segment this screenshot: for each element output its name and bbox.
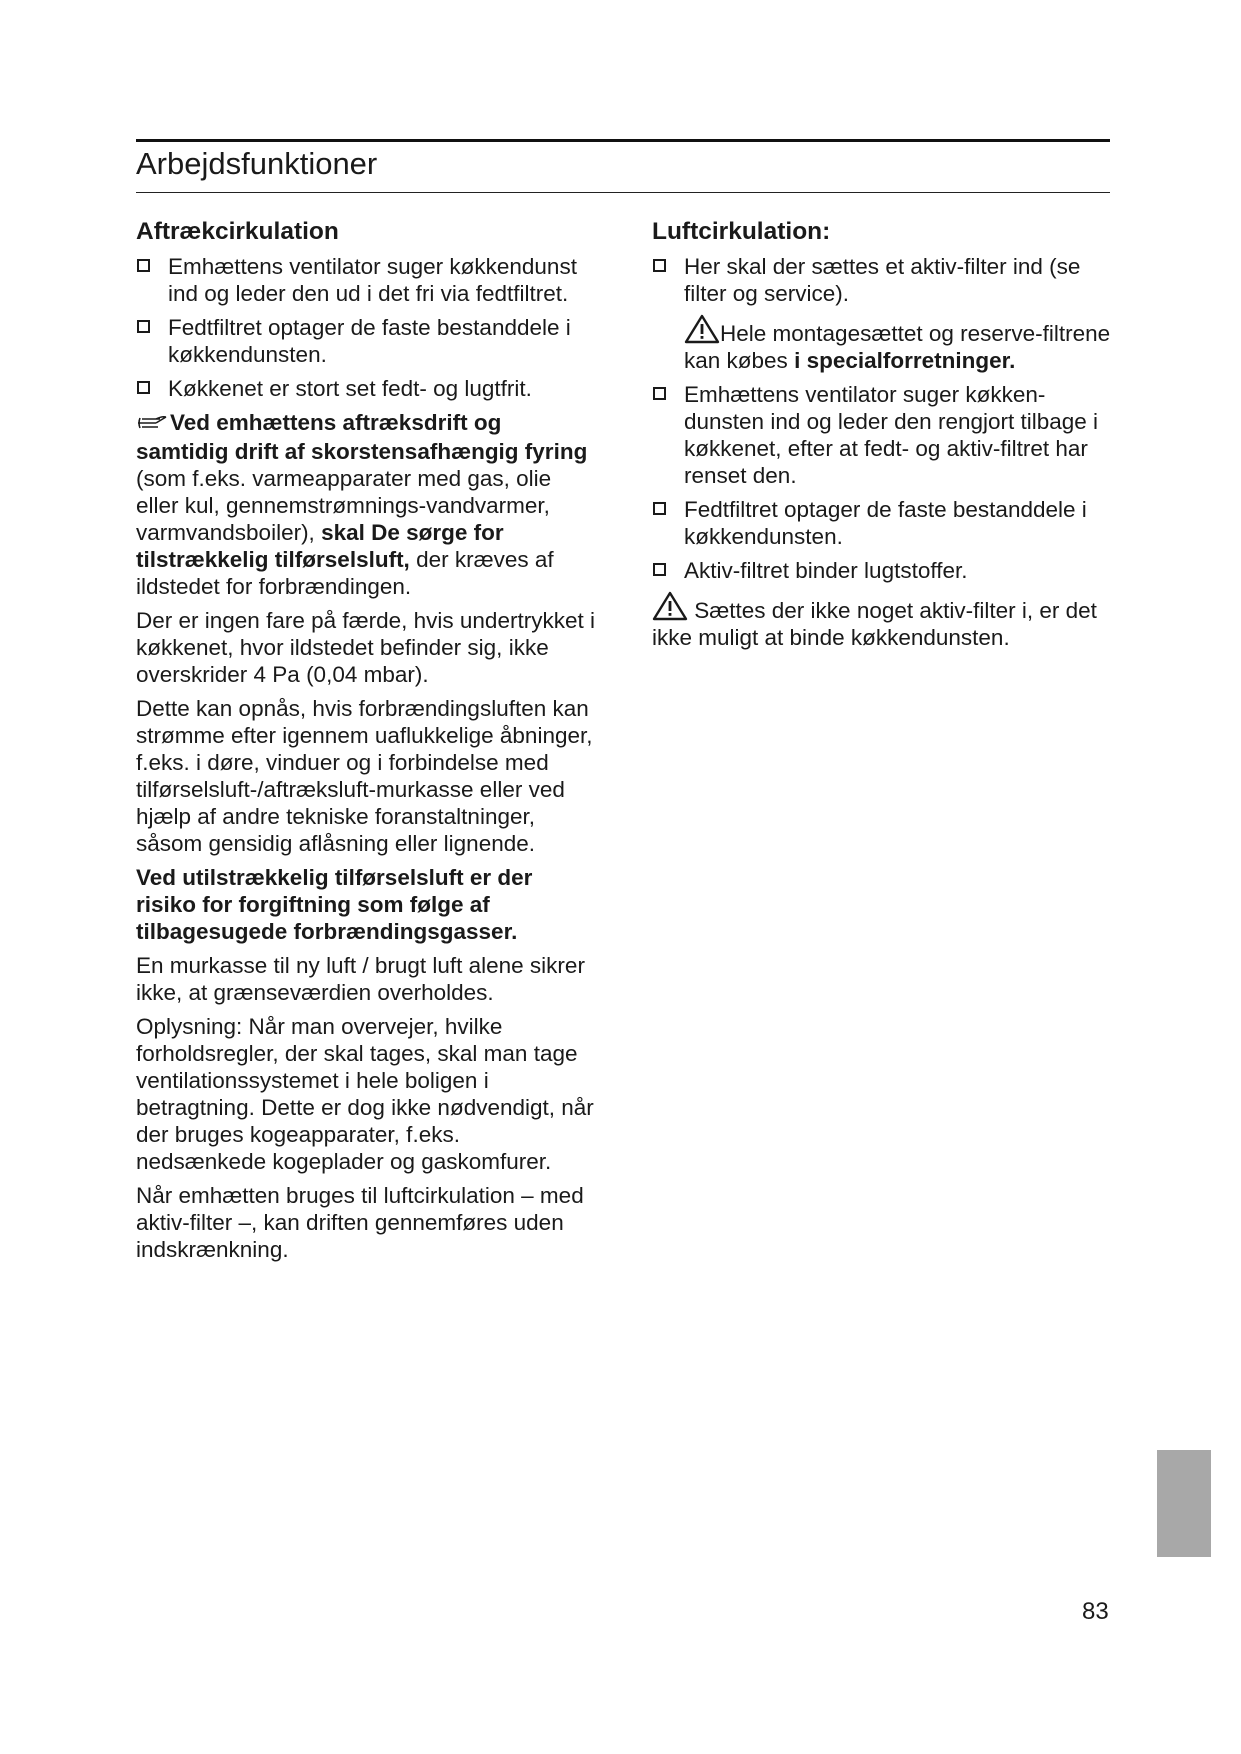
list-item-text: Køkkenet er stort set fedt- og lugtfrit.	[168, 376, 532, 401]
warning-icon	[684, 314, 720, 344]
list-item-text: Emhættens ventilator suger køkkendunst ind og leder den ud i det fri via fedtfiltret.	[168, 254, 577, 306]
warning-icon	[652, 591, 688, 621]
list-item	[136, 375, 596, 402]
list-item-text: Aktiv-filtret binder lugtstoffer.	[684, 558, 968, 583]
list-item	[652, 557, 1122, 584]
list-item-text: Emhættens ventilator suger køkken-dunsten ind og leder den rengjort tilbage i køkkenet, efter at fedt- og aktiv-filtret har renset den.	[684, 382, 1099, 488]
paragraph: Der er ingen fare på færde, hvis undertrykket i køkkenet, hvor ildstedet befinder sig, ikke overskrider 4 Pa (0,04 mbar).	[136, 607, 595, 687]
section-heading-aftraek: Aftrækcirkulation	[136, 218, 339, 245]
left-column	[136, 216, 596, 1270]
list-item	[652, 496, 1122, 550]
checkbox-bullet-icon	[137, 320, 150, 333]
header-rule-top	[136, 139, 1110, 142]
paragraph: Dette kan opnås, hvis forbrændingsluften kan strømme efter igennem uaflukkelige åbninger, f.eks. i døre, vinduer og i forbindelse med tilførselsluft-/aftræksluft-murkasse eller ved hjælp af andre tekniske foranstaltninger, såsom gensidig aflåsning eller lignende.	[136, 695, 593, 856]
paragraph: En murkasse til ny luft / brugt luft alene sikrer ikke, at grænseværdien overholdes.	[136, 952, 585, 1005]
checkbox-bullet-icon	[653, 259, 666, 272]
warning-text: Hele montagesættet og reserve-filtrene kan købes	[684, 321, 1111, 373]
note-bold-1: Ved emhættens aftræksdrift og samtidig drift af skorstensafhængig fyring	[136, 410, 588, 464]
warning-note-purchase	[652, 314, 1122, 374]
list-item-text: Fedtfiltret optager de faste bestanddele i køkkendunsten.	[168, 315, 571, 367]
checkbox-bullet-icon	[653, 502, 666, 515]
warning-bold: Ved utilstrækkelig tilførselsluft er der risiko for forgiftning som følge af tilbagesugede forbrændingsgasser.	[136, 864, 533, 944]
checkbox-bullet-icon	[137, 381, 150, 394]
list-item	[136, 253, 596, 307]
header-rule-bottom	[136, 192, 1110, 193]
note-text-2: der kræves af ildstedet for forbrændingen.	[136, 546, 554, 599]
list-item	[136, 314, 596, 368]
section-heading-luftcirkulation: Luftcirkulation:	[652, 218, 831, 245]
list-item	[652, 253, 1122, 307]
checkbox-bullet-icon	[653, 563, 666, 576]
section-tab-marker	[1157, 1450, 1211, 1557]
warning-bold: i specialforretninger.	[794, 348, 1016, 373]
list-item-text: Fedtfiltret optager de faste bestanddele i køkkendunsten.	[684, 497, 1087, 549]
page-title: Arbejdsfunktioner	[136, 146, 378, 181]
paragraph: Oplysning: Når man overvejer, hvilke forholdsregler, der skal tages, skal man tage ventilationssystemet i hele boligen i betragtning. Dette er dog ikke nødvendigt, når der bruges kogeapparater, f.eks. nedsænkede kogeplader og gaskomfurer.	[136, 1013, 594, 1174]
note-text-1: (som f.eks. varmeapparater med gas, olie eller kul, gennemstrømnings-vandvarmer, varmvandsboiler),	[136, 465, 552, 545]
safety-note	[136, 409, 596, 600]
warning-text: Sættes der ikke noget aktiv-filter i, er det ikke muligt at binde køkkendunsten.	[652, 598, 1097, 650]
page-number: 83	[1082, 1598, 1109, 1625]
list-item-text: Her skal der sættes et aktiv-filter ind (se filter og service).	[684, 254, 1081, 306]
paragraph: Når emhætten bruges til luftcirkulation – med aktiv-filter –, kan driften gennemføres uden indskrænkning.	[136, 1182, 584, 1262]
list-item	[652, 381, 1122, 489]
checkbox-bullet-icon	[137, 259, 150, 272]
pointing-hand-icon	[136, 411, 170, 438]
warning-note-activefilter	[652, 591, 1122, 651]
right-column	[652, 216, 1122, 658]
checkbox-bullet-icon	[653, 387, 666, 400]
note-bold-2: skal De sørge for tilstrækkelig tilførselsluft,	[136, 519, 504, 572]
warning-text-bold	[136, 864, 596, 945]
